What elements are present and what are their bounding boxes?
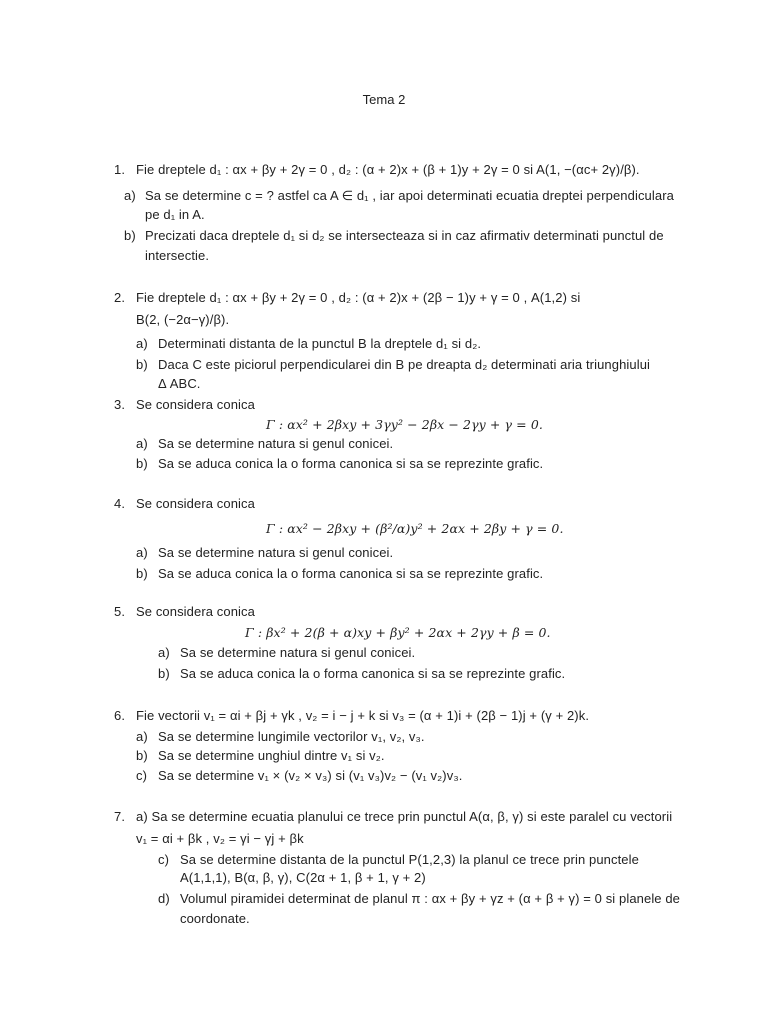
p1-a-line1: Sa se determine c = ? astfel ca A ∈ d₁ , iar apoi determinati ecuatia dreptei perpendiculara (145, 188, 674, 203)
p7-c-line1: Sa se determine distanta de la punctul P(1,2,3) la planul ce trece prin punctele (180, 852, 639, 867)
p2-statement-line1: Fie dreptele d₁ : αx + βy + 2γ = 0 , d₂ : (α + 2)x + (2β − 1)y + γ = 0 , A(1,2) si (136, 290, 581, 305)
p5-equation: Γ : βx² + 2(β + α)xy + βy² + 2αx + 2γy + β = 0. (245, 625, 551, 640)
p6-c-label: c) (136, 768, 148, 783)
page-title: Tema 2 (362, 92, 406, 107)
p7-number: 7. (114, 809, 126, 824)
p5-a-label: a) (158, 645, 170, 660)
p7-c-label: c) (158, 852, 170, 867)
p5-number: 5. (114, 604, 126, 619)
p7-d-line1: Volumul piramidei determinat de planul π : αx + βy + γz + (α + β + γ) = 0 si planele de (180, 891, 681, 906)
p7-d-label: d) (158, 891, 170, 906)
p2-statement-line2: B(2, (−2α−γ)/β). (136, 312, 230, 327)
p3-number: 3. (114, 397, 126, 412)
p1-b-line1: Precizati daca dreptele d₁ si d₂ se intersecteaza si in caz afirmativ determinati punctul de (145, 228, 664, 243)
p1-b-label: b) (124, 228, 136, 243)
p2-a-line: Determinati distanta de la punctul B la dreptele d₁ si d₂. (158, 336, 482, 351)
p5-b-label: b) (158, 666, 170, 681)
p6-number: 6. (114, 708, 126, 723)
p2-number: 2. (114, 290, 126, 305)
p5-b-line: Sa se aduca conica la o forma canonica si sa se reprezinte grafic. (180, 666, 566, 681)
p6-c-line: Sa se determine v₁ × (v₂ × v₃) si (v₁ v₃)v₂ − (v₁ v₂)v₃. (158, 768, 463, 783)
p4-intro: Se considera conica (136, 496, 255, 511)
p3-a-label: a) (136, 436, 148, 451)
p6-a-label: a) (136, 729, 148, 744)
p5-intro: Se considera conica (136, 604, 255, 619)
p2-b-line2: Δ ABC. (158, 376, 201, 391)
p6-a-line: Sa se determine lungimile vectorilor v₁, v₂, v₃. (158, 729, 425, 744)
p1-statement: Fie dreptele d₁ : αx + βy + 2γ = 0 , d₂ : (α + 2)x + (β + 1)y + 2γ = 0 si A(1, −(αc+ 2γ)/β). (136, 162, 640, 177)
p1-b-line2: intersectie. (145, 248, 210, 263)
p2-b-line1: Daca C este piciorul perpendicularei din B pe dreapta d₂ determinati aria triunghiului (158, 357, 651, 372)
p3-a-line: Sa se determine natura si genul conicei. (158, 436, 394, 451)
p4-number: 4. (114, 496, 126, 511)
p2-a-label: a) (136, 336, 148, 351)
p4-a-label: a) (136, 545, 148, 560)
p6-statement: Fie vectorii v₁ = αi + βj + γk , v₂ = i − j + k si v₃ = (α + 1)i + (2β − 1)j + (γ + 2)k. (136, 708, 590, 723)
p4-equation: Γ : αx² − 2βxy + (β²/α)y² + 2αx + 2βy + γ = 0. (266, 521, 564, 536)
p4-b-line: Sa se aduca conica la o forma canonica si sa se reprezinte grafic. (158, 566, 544, 581)
p6-b-line: Sa se determine unghiul dintre v₁ si v₂. (158, 748, 385, 763)
p7-a-line1: a) Sa se determine ecuatia planului ce trece prin punctul A(α, β, γ) si este paralel cu vectorii (136, 809, 673, 824)
p1-number: 1. (114, 162, 126, 177)
p1-a-label: a) (124, 188, 136, 203)
p3-equation: Γ : αx² + 2βxy + 3γy² − 2βx − 2γy + γ = 0. (266, 417, 543, 432)
p7-a-line2: v₁ = αi + βk , v₂ = γi − γj + βk (136, 831, 304, 846)
p4-a-line: Sa se determine natura si genul conicei. (158, 545, 394, 560)
p3-b-label: b) (136, 456, 148, 471)
p2-b-label: b) (136, 357, 148, 372)
p6-b-label: b) (136, 748, 148, 763)
p7-c-line2: A(1,1,1), B(α, β, γ), C(2α + 1, β + 1, γ + 2) (180, 870, 426, 885)
p7-d-line2: coordonate. (180, 911, 250, 926)
p4-b-label: b) (136, 566, 148, 581)
p3-b-line: Sa se aduca conica la o forma canonica si sa se reprezinte grafic. (158, 456, 544, 471)
p3-intro: Se considera conica (136, 397, 255, 412)
p1-a-line2: pe d₁ in A. (145, 207, 205, 222)
p5-a-line: Sa se determine natura si genul conicei. (180, 645, 416, 660)
